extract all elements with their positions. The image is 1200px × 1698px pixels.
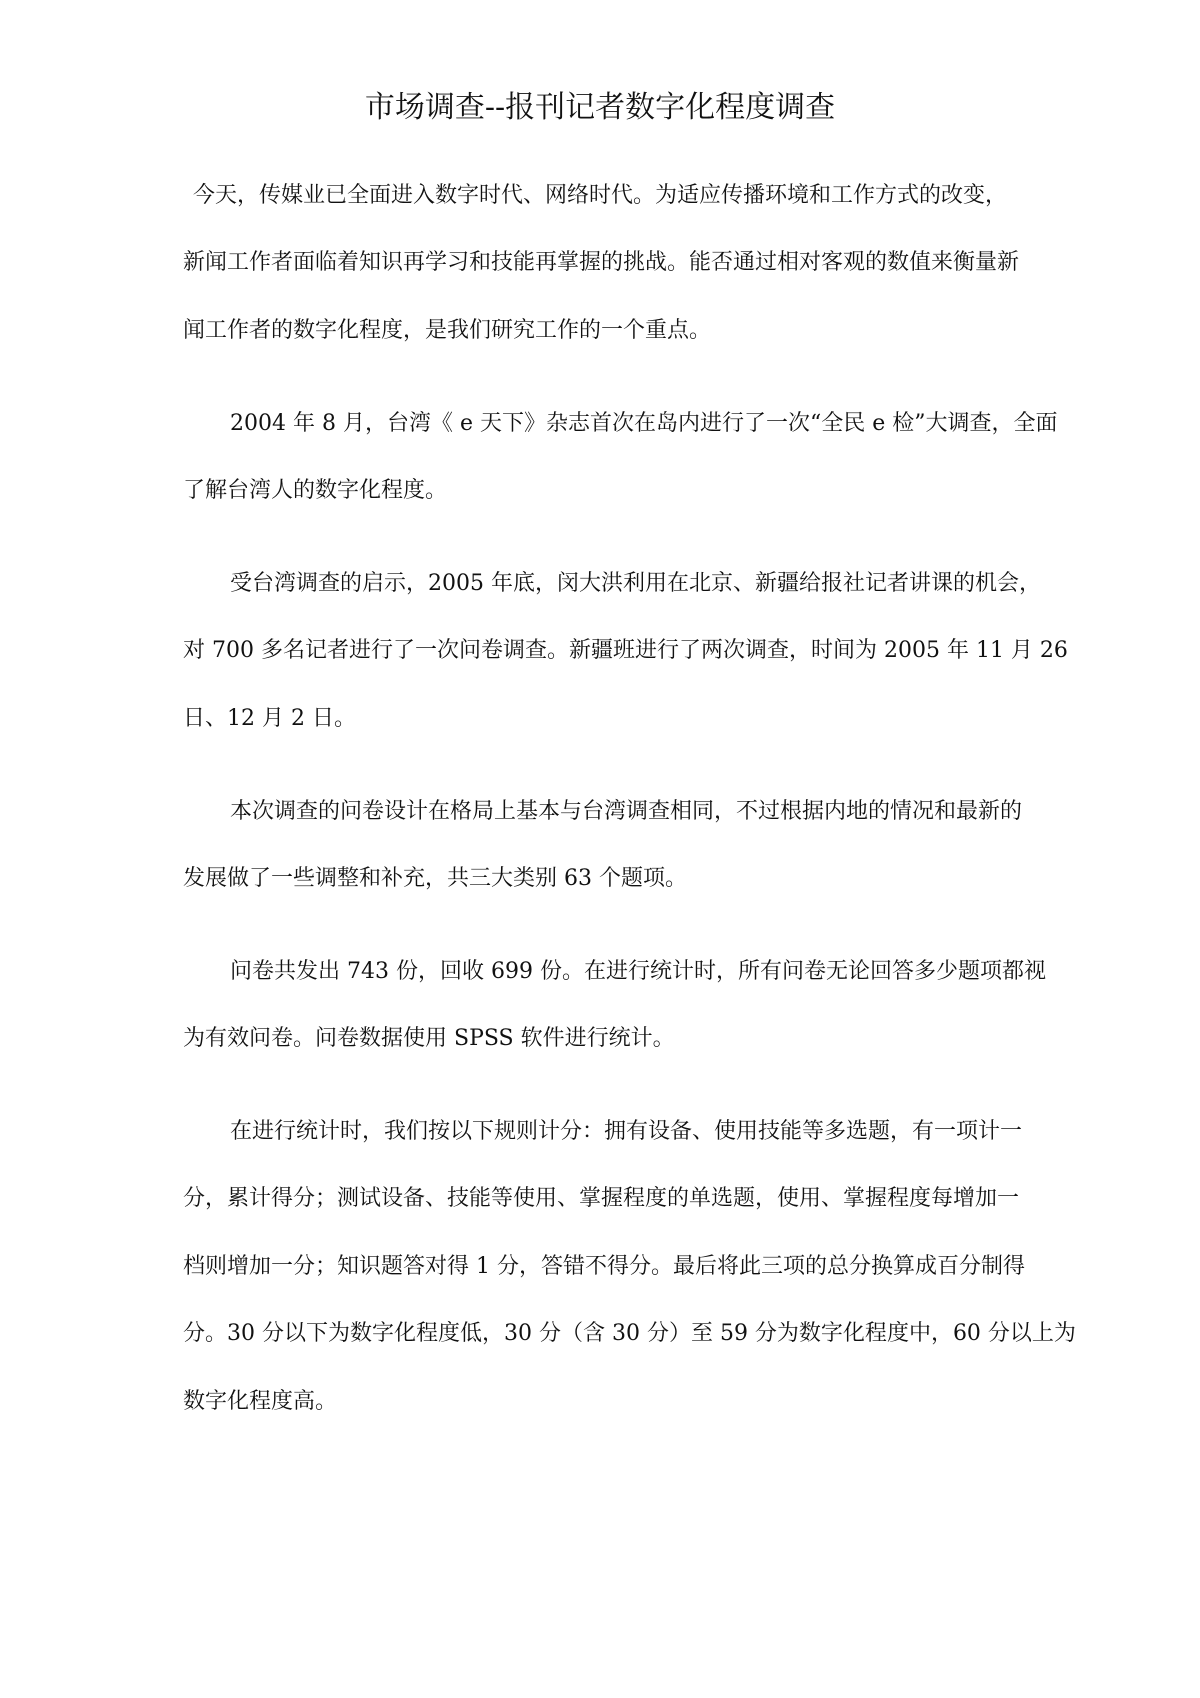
paragraph-1-line-2: 新闻工作者面临着知识再学习和技能再掌握的挑战。能否通过相对客观的数值来衡量新: [183, 250, 1020, 275]
paragraph-5-line-1: 问卷共发出 743 份，回收 699 份。在进行统计时，所有问卷无论回答多少题项都视: [230, 959, 1046, 984]
paragraph-4-line-2: 发展做了一些调整和补充，共三大类别 63 个题项。: [183, 866, 687, 891]
paragraph-3-line-2: 对 700 多名记者进行了一次问卷调查。新疆班进行了两次调查，时间为 2005 年 11 月 26: [183, 638, 1068, 663]
paragraph-5-line-2: 为有效问卷。问卷数据使用 SPSS 软件进行统计。: [183, 1026, 675, 1051]
paragraph-6-line-5: 数字化程度高。: [183, 1389, 338, 1414]
paragraph-3-line-3: 日、12 月 2 日。: [183, 706, 356, 731]
paragraph-4-line-1: 本次调查的问卷设计在格局上基本与台湾调查相同，不过根据内地的情况和最新的: [230, 799, 1023, 824]
paragraph-6-line-2: 分，累计得分；测试设备、技能等使用、掌握程度的单选题，使用、掌握程度每增加一: [183, 1186, 1020, 1211]
paragraph-2-line-2: 了解台湾人的数字化程度。: [183, 478, 448, 503]
paragraph-6-line-1: 在进行统计时，我们按以下规则计分：拥有设备、使用技能等多选题，有一项计一: [230, 1119, 1023, 1144]
paragraph-6-line-3: 档则增加一分；知识题答对得 1 分，答错不得分。最后将此三项的总分换算成百分制得: [183, 1254, 1025, 1279]
document-title: 市场调查--报刊记者数字化程度调查: [364, 90, 836, 125]
paragraph-1-line-3: 闻工作者的数字化程度，是我们研究工作的一个重点。: [183, 318, 712, 343]
paragraph-3-line-1: 受台湾调查的启示，2005 年底，闵大洪利用在北京、新疆给报社记者讲课的机会，: [230, 571, 1041, 596]
paragraph-2-line-1: 2004 年 8 月，台湾《 e 天下》杂志首次在岛内进行了一次“全民 e 检”大调查，全面: [230, 411, 1058, 436]
paragraph-1-line-1: 今天，传媒业已全面进入数字时代、网络时代。为适应传播环境和工作方式的改变，: [193, 183, 1008, 208]
paragraph-6-line-4: 分。30 分以下为数字化程度低，30 分（含 30 分）至 59 分为数字化程度中，60 分以上为: [183, 1321, 1076, 1346]
